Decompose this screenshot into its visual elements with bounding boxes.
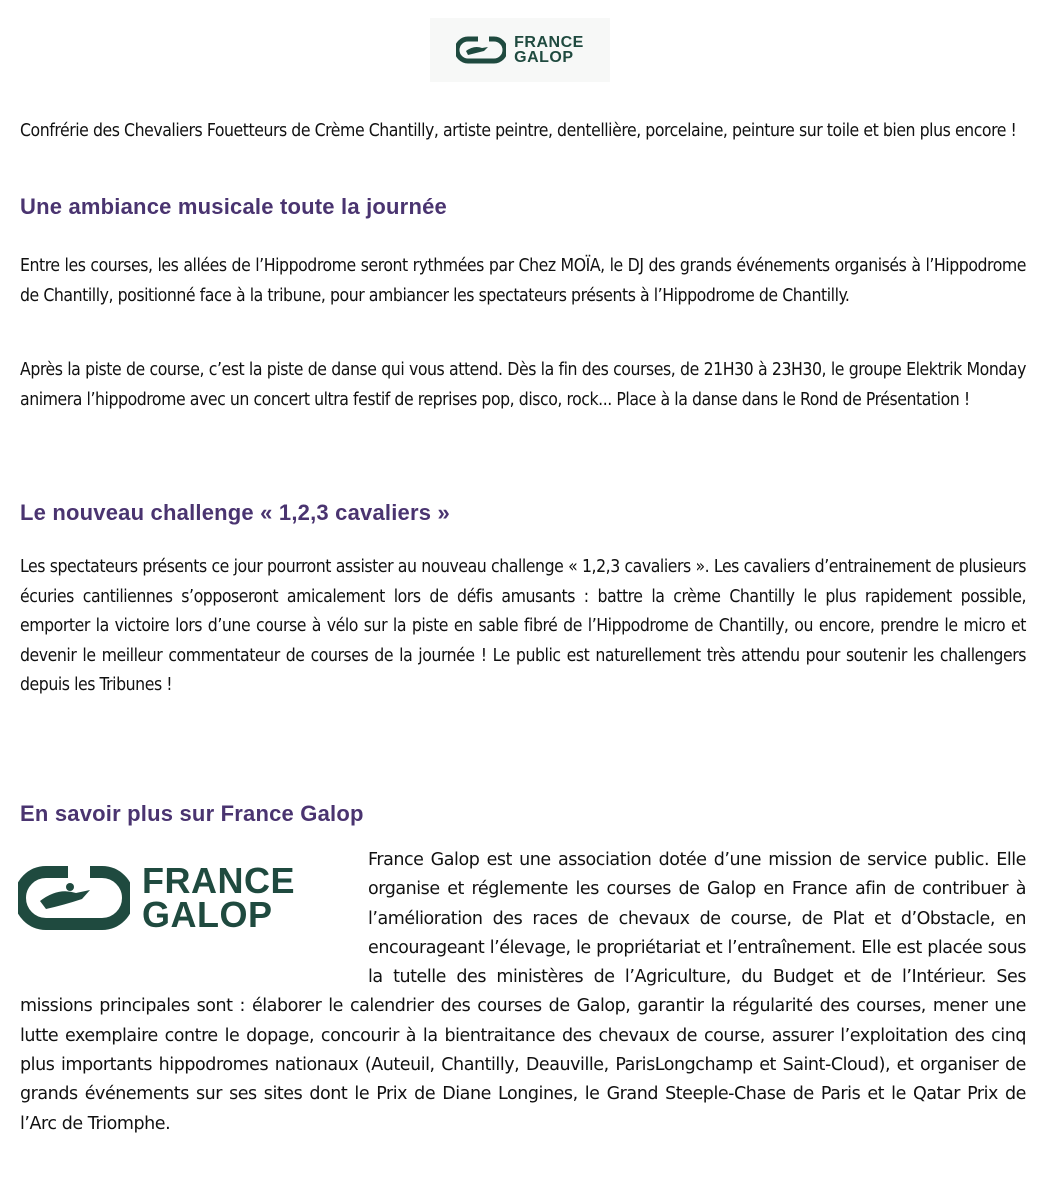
music-paragraph-1: Entre les courses, les allées de l’Hippodrome seront rythmées par Chez MOÏA, le DJ des grands événements organisés à l’Hippodrome de Chantilly, positionné face à la tribune, pour ambiancer les spectateurs présents à l’Hippodrome de Chantilly. bbox=[20, 256, 1026, 306]
music-paragraph-2: Après la piste de course, c’est la piste de danse qui vous attend. Dès la fin des courses, de 21H30 à 23H30, le groupe Elektrik Monday animera l’hippodrome avec un concert ultra festif de reprises pop, disco, rock... Place à la danse dans le Rond de Présentation ! bbox=[20, 360, 1026, 410]
challenge-paragraph: Les spectateurs présents ce jour pourront assister au nouveau challenge « 1,2,3 cavaliers ». Les cavaliers d’entrainement de plusieurs écuries cantiliennes s’opposeront amicalement lors de défis amusants : battre la crème Chantilly le plus rapidement possible, emporter la victoire lors d’une course à vélo sur la piste en sable fibré de l’Hippodrome de Chantilly, ou encore, prendre le micro et devenir le meilleur commentateur de courses de la journée ! Le public est naturellement très attendu pour soutenir les challengers depuis les Tribunes ! bbox=[20, 557, 1026, 695]
logo-line-2: GALOP bbox=[514, 49, 574, 66]
france-galop-logo-large bbox=[18, 848, 348, 948]
logo-wordmark bbox=[142, 859, 295, 935]
galop-horse-icon bbox=[456, 35, 506, 65]
logo-line-1: FRANCE bbox=[514, 33, 584, 51]
section-heading-music: Une ambiance musicale toute la journée bbox=[20, 194, 447, 219]
section-heading-about: En savoir plus sur France Galop bbox=[20, 801, 364, 826]
logo-line-1: FRANCE bbox=[142, 859, 295, 901]
about-paragraph: France Galop est une association dotée d’une mission de service public. Elle organise et réglemente les courses de Galop en France afin de contribuer à l’amélioration des races de chevaux de course, de Plat et d’Obstacle, en encourageant l’élevage, le propriétariat et l’entraînement. Elle est placée sous la tutelle des ministères de l’Agriculture, du Budget et de l’Intérieur. Ses missions principales sont : élaborer le calendrier des courses de Galop, garantir la régularité des courses, mener une lutte exemplaire contre le dopage, concourir à la bientraitance des chevaux de course, assurer l’exploitation des cinq plus importants hippodromes nationaux (Auteuil, Chantilly, Deauville, ParisLongchamp et Saint-Cloud), et organiser de grands événements sur ses sites dont le Prix de Diane Longines, le Grand Steeple-Chase de Paris et le Qatar Prix de l’Arc de Triomphe. bbox=[20, 850, 1026, 1134]
france-galop-logo-header bbox=[430, 18, 610, 82]
section-heading-challenge: Le nouveau challenge « 1,2,3 cavaliers » bbox=[20, 500, 450, 525]
intro-paragraph: Confrérie des Chevaliers Fouetteurs de Crème Chantilly, artiste peintre, dentellière, porcelaine, peinture sur toile et bien plus encore ! bbox=[20, 121, 1017, 141]
galop-horse-icon bbox=[18, 863, 130, 933]
logo-wordmark bbox=[514, 35, 584, 65]
logo-line-2: GALOP bbox=[142, 894, 273, 935]
